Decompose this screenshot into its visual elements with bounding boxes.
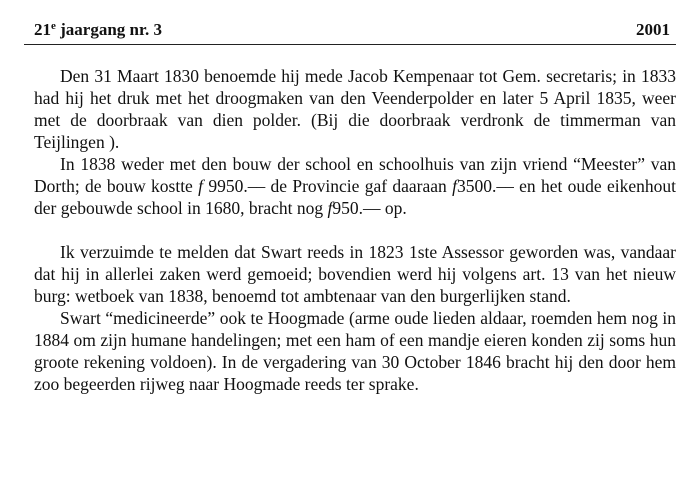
volume-number: 21 bbox=[34, 20, 51, 39]
florin-sign: f bbox=[327, 198, 333, 218]
paragraph-2-part-a: In 1838 weder met den bouw der school en schoolhuis van zijn vriend “Meester” van Dorth; de bouw kostte bbox=[34, 154, 676, 196]
paragraph-4: Swart “medicineerde” ook te Hoogmade (arme oude lieden aldaar, roemden hem nog in 1884 om zijn humane handelingen; met een ham of een mandje eieren konden zij soms hun groote rekening voldoen). In de vergadering van 30 October 1846 bracht hij den door hem zoo begeerden rijweg naar Hoogmade reeds ter sprake. bbox=[34, 308, 676, 394]
paragraph-2-part-b: 9950.–– de Provincie gaf daaraan bbox=[203, 176, 453, 196]
florin-sign: f bbox=[198, 176, 204, 196]
body-text bbox=[34, 65, 676, 395]
year-label: 2001 bbox=[636, 20, 670, 39]
volume-label bbox=[34, 20, 162, 40]
volume-superscript: e bbox=[51, 20, 56, 32]
paragraph-3: Ik verzuimde te melden dat Swart reeds in 1823 1ste Assessor geworden was, vandaar dat hij in allerlei zaken werd gemoeid; bovendien werd hij volgens art. 13 van het nieuw burg: wetboek van 1838, benoemd tot ambtenaar van den burgerlijken stand. bbox=[34, 242, 676, 306]
paragraph-2-part-c: 3500.–– en het oude eikenhout der gebouwde school in 1680, bracht nog bbox=[34, 176, 676, 218]
paragraph-2 bbox=[34, 153, 676, 219]
volume-text: jaargang nr. 3 bbox=[55, 20, 162, 39]
paragraph-1: Den 31 Maart 1830 benoemde hij mede Jacob Kempenaar tot Gem. secretaris; in 1833 had hij het druk met het droogmaken van den Veenderpolder en later 5 April 1835, weer met de doorbraak van dien polder. (Bij die doorbraak verdronk de timmerman van Teijlingen ). bbox=[34, 66, 676, 152]
paragraph-2-part-d: 950.–– op. bbox=[332, 198, 407, 218]
page-header bbox=[24, 18, 676, 45]
florin-sign: f bbox=[452, 176, 457, 196]
